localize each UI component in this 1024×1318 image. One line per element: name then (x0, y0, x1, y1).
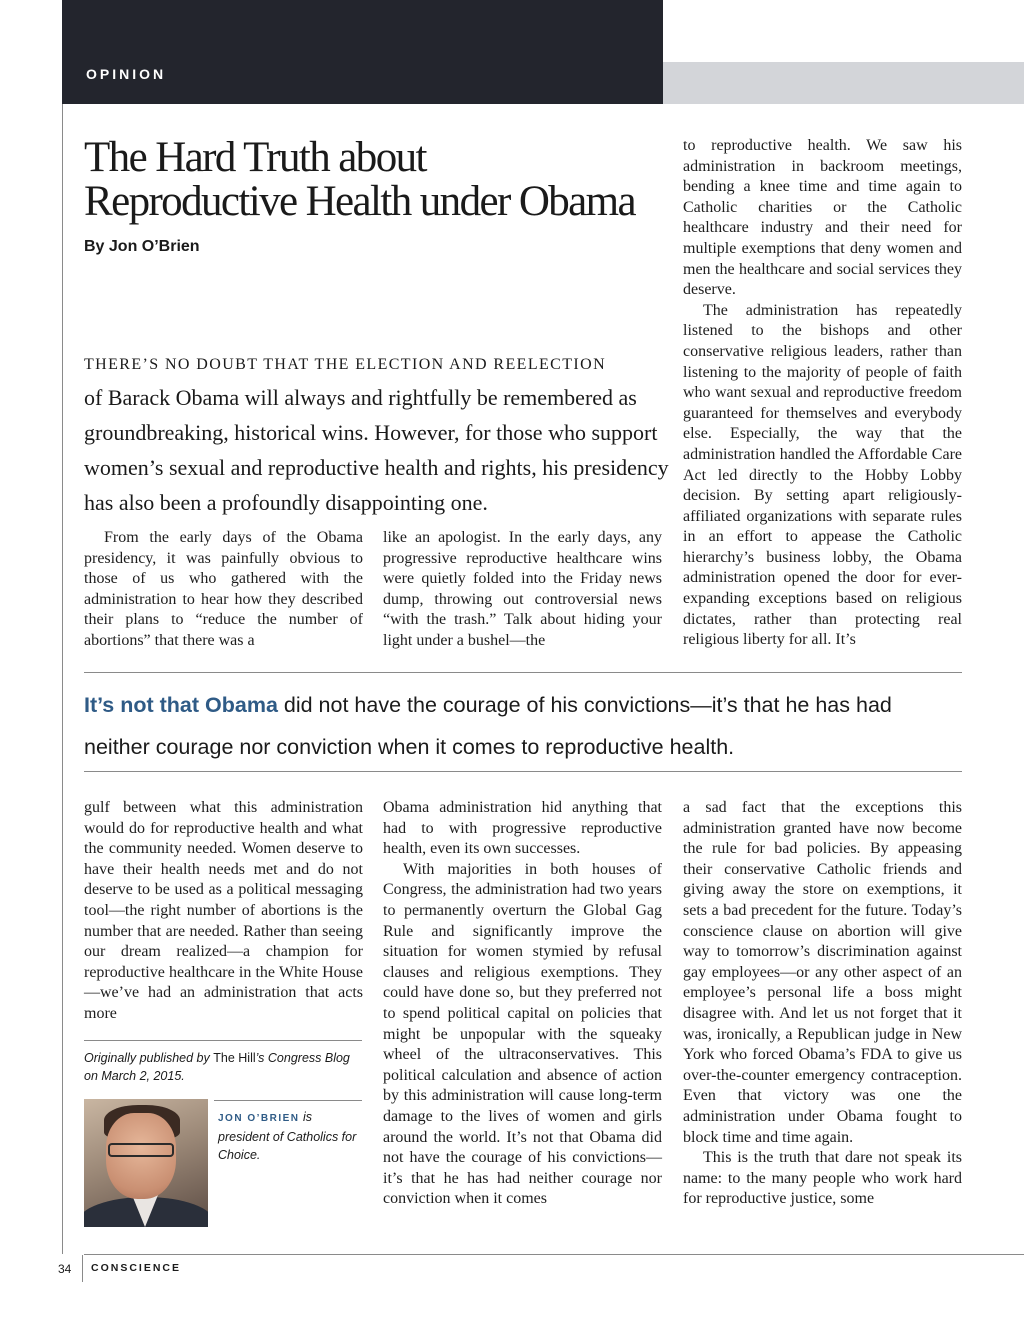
body-paragraph: like an apologist. In the early days, any progressive reproductive healthcare wins were quietly folded into the Friday news dump, throwing out controversial news “with the trash.” Talk about hiding your light under a bushel—the (383, 529, 662, 649)
body-paragraph: With majorities in both houses of Congress, the administration had two years to permanently overturn the Global Gag Rule and significantly improve the situation for women stymied by refusal clauses and religious exemptions. They could have done so, but they preferred not to spend political capital on policies that might be unpopular with the squeaky wheel of the ultraconservatives. This political calculation and absence of action by this administration will cause long-term damage to the lives of women and girls around the world. It’s not that Obama did not have the courage of his convictions—it’s that he has had neither courage nor conviction when it comes (383, 860, 662, 1208)
body-column-1-bottom (84, 798, 363, 1025)
header-band (62, 0, 663, 104)
footer-rule (84, 1254, 1024, 1255)
body-paragraph: to reproductive health. We saw his administration in backroom meetings, bending a knee time and time again to Catholic charities or the Catholic healthcare industry and their need for multiple exemptions that deny women and men the healthcare and social services they deserve. (683, 137, 962, 299)
body-column-3-bottom (683, 798, 962, 1210)
footer-separator (82, 1255, 83, 1282)
body-column-1-top (84, 528, 363, 652)
header-band-accent (663, 62, 1024, 104)
page-number: 34 (58, 1262, 72, 1276)
section-label: OPINION (86, 66, 167, 82)
body-paragraph: gulf between what this administration would do for reproductive health and what the community needed. Women deserve to have their health needs met and do not deserve to be used as a political messaging tool—the right number of abortions is the number that are needed. Rather than seeing our dream realized—a champion for reproductive healthcare in the White House—we’ve had an administration that acts more (84, 799, 363, 1022)
lead-line: of Barack Obama will always and rightfully be remembered as (84, 385, 637, 410)
body-paragraph: The administration has repeatedly listened to the bishops and other conservative religious leaders, rather than listening to the majority of people of faith who want sexual and reproductive freedom guaranteed for themselves and everybody else. Especially, the way that the administration handled the Affordable Care Act led directly to the Hobby Lobby decision. By setting apart religiously-affiliated organizations with separate rules in an effort to appease the Catholic hierarchy’s business lobby, the Obama administration opened the door for ever-expanding exceptions based on religious dictates, rather than protecting real religious liberty for all. It’s (683, 301, 962, 649)
body-column-2-top (383, 528, 662, 652)
body-paragraph: From the early days of the Obama presidency, it was painfully obvious to those of us who gathered with the administration to hear how they described their plans to “reduce the number of abortions” that there was a (84, 529, 363, 649)
credit-suffix: ’s Congress Blog on March 2, 2015. (84, 1051, 350, 1083)
bio-text: is president of Catholics for Choice. (218, 1110, 357, 1162)
publication-credit (84, 1049, 364, 1085)
lead-line: THERE’S NO DOUBT THAT THE ELECTION AND REELECTION (84, 356, 607, 373)
pullquote-line (84, 684, 964, 726)
author-photo (84, 1099, 208, 1227)
title-line: The Hard Truth about (84, 134, 426, 181)
bio-name: JON O’BRIEN (218, 1113, 300, 1124)
credit-rule (84, 1040, 362, 1041)
pullquote-rule-bottom (84, 771, 962, 772)
credit-prefix: Originally published by (84, 1051, 214, 1065)
body-column-2-bottom (383, 798, 662, 1210)
title-line: Reproductive Health under Obama (84, 178, 635, 225)
author-bio (218, 1108, 363, 1164)
body-paragraph: This is the truth that dare not speak its name: to the many people who work hard for reproductive justice, some (683, 1149, 962, 1208)
pullquote-lead: It’s not that Obama (84, 693, 278, 717)
article-title (84, 136, 674, 224)
pullquote-text: did not have the courage of his convictions—it’s that he has had (277, 693, 892, 717)
bio-rule (214, 1100, 362, 1101)
pull-quote (84, 684, 964, 768)
magazine-name: CONSCIENCE (91, 1262, 182, 1274)
byline: By Jon O’Brien (84, 238, 200, 255)
credit-publication: The Hill (213, 1051, 256, 1065)
lead-line: has also been a profoundly disappointing one. (84, 490, 488, 515)
body-paragraph: a sad fact that the exceptions this administration granted have now become the rule for bad policies. By appeasing their conservative Catholic friends and giving away the store on exemptions, it sets a bad precedent for the future. Today’s conscience clause on abortion will give way to tomorrow’s discrimination against gay employees—or any other aspect of an employee’s personal life a boss might disagree with. And let us not forget that it was, ironically, a Republican judge in New York who forced Obama’s FDA to give us over-the-counter emergency contraception. Even that victory was one the administration under Obama fought to block time and time again. (683, 799, 962, 1146)
body-paragraph: Obama administration hid anything that had to with progressive reproductive health, even its own successes. (383, 799, 662, 858)
body-column-3-top (683, 136, 962, 651)
lead-paragraph (84, 350, 669, 520)
lead-line: groundbreaking, historical wins. However, for those who support (84, 420, 658, 445)
pullquote-rule-top (84, 672, 962, 673)
lead-line: women’s sexual and reproductive health and rights, his presidency (84, 455, 669, 480)
left-margin-rule (62, 104, 63, 1254)
pullquote-line: neither courage nor conviction when it comes to reproductive health. (84, 735, 735, 759)
